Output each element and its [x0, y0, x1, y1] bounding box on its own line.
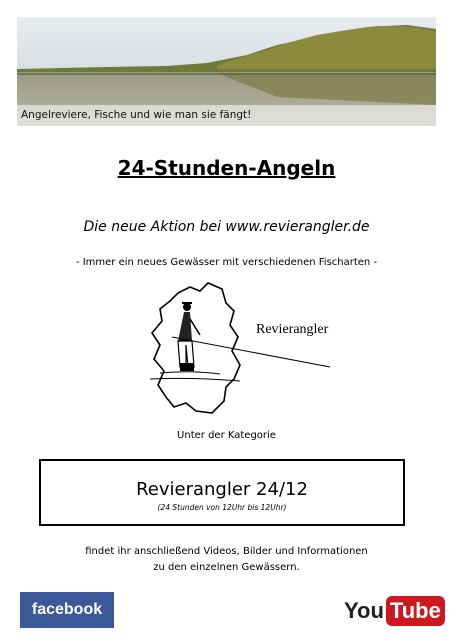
highlight-box — [39, 459, 405, 526]
page-title: 24-Stunden-Angeln — [117, 156, 336, 180]
facebook-logo[interactable]: facebook — [20, 592, 114, 628]
category-label: Unter der Kategorie — [177, 430, 276, 441]
subtitle: Die neue Aktion bei www.revierangler.de — [83, 219, 370, 235]
youtube-you-text: You — [344, 598, 384, 623]
info-text — [0, 544, 453, 576]
info-line-1: findet ihr anschließend Videos, Bilder und Informationen — [85, 546, 368, 557]
header-banner — [17, 17, 436, 126]
youtube-tube-text: Tube — [386, 596, 445, 626]
logo-text: Revierangler — [256, 322, 329, 337]
youtube-logo[interactable] — [344, 594, 445, 628]
box-title: Revierangler 24/12 — [136, 479, 308, 500]
angler-map-logo-icon — [130, 275, 345, 425]
box-subtitle: (24 Stunden von 12Uhr bis 12Uhr) — [157, 503, 287, 512]
revierangler-logo — [130, 275, 345, 425]
banner-caption: Angelreviere, Fische und wie man sie fängt! — [17, 105, 436, 126]
tagline: - Immer ein neues Gewässer mit verschiedenen Fischarten - — [75, 257, 378, 268]
info-line-2: zu den einzelnen Gewässern. — [153, 562, 300, 573]
